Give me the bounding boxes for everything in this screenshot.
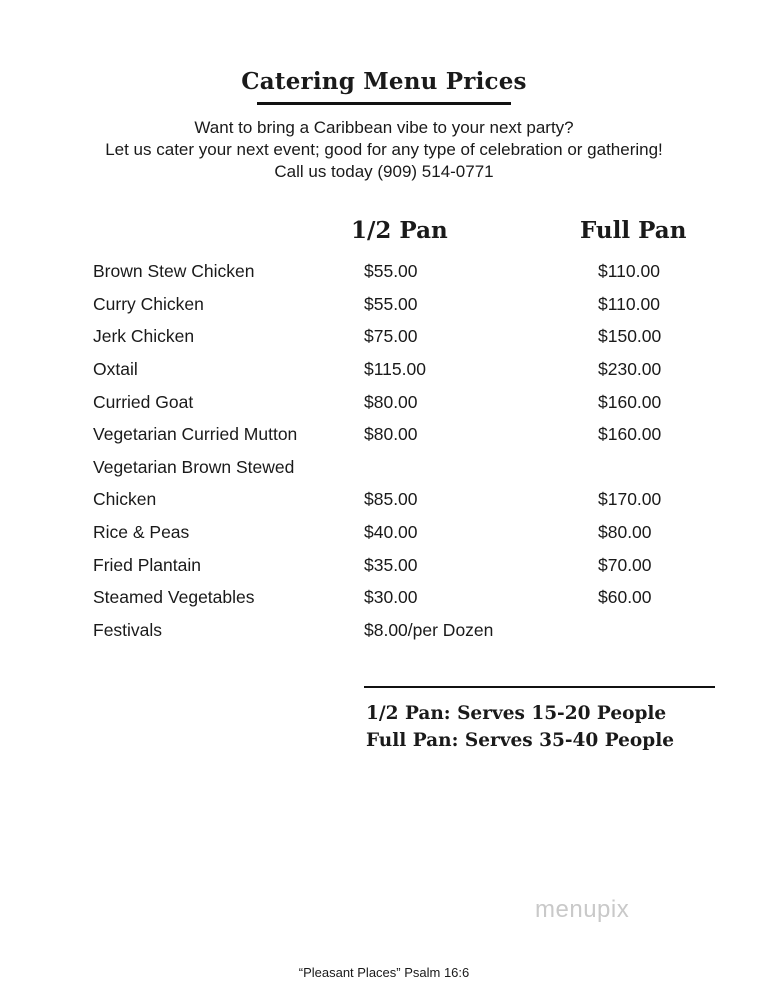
full-pan-price: $160.00 xyxy=(598,392,662,412)
serves-divider xyxy=(364,686,715,688)
menu-row xyxy=(0,261,768,285)
half-pan-price: $85.00 xyxy=(364,489,418,509)
half-pan-header: 1/2 Pan xyxy=(351,217,448,244)
item-name: Festivals xyxy=(93,620,163,640)
page-title: Catering Menu Prices xyxy=(241,68,527,95)
title-underline xyxy=(257,102,511,105)
footer-verse: “Pleasant Places” Psalm 16:6 xyxy=(298,965,470,980)
menu-row xyxy=(0,294,768,318)
item-name: Vegetarian Curried Mutton xyxy=(93,424,298,444)
menu-row xyxy=(0,587,768,611)
full-pan-price: $150.00 xyxy=(598,326,662,346)
full-pan-price: $80.00 xyxy=(598,522,652,542)
menu-row xyxy=(0,489,768,513)
item-name: Fried Plantain xyxy=(93,555,201,575)
menu-row xyxy=(0,359,768,383)
full-pan-price: $110.00 xyxy=(598,261,660,281)
full-pan-price: $230.00 xyxy=(598,359,662,379)
menu-row xyxy=(0,620,768,644)
full-pan-header: Full Pan xyxy=(580,217,687,244)
half-pan-price: $40.00 xyxy=(364,522,418,542)
half-pan-price: $80.00 xyxy=(364,392,418,412)
half-pan-price: $55.00 xyxy=(364,261,418,281)
full-pan-price: $170.00 xyxy=(598,489,662,509)
item-name: Oxtail xyxy=(93,359,138,379)
half-pan-price: $55.00 xyxy=(364,294,418,314)
intro-line: Want to bring a Caribbean vibe to your next party? xyxy=(194,118,574,137)
full-pan-price: $110.00 xyxy=(598,294,660,314)
item-name: Jerk Chicken xyxy=(93,326,195,346)
menu-row xyxy=(0,522,768,546)
half-pan-price: $30.00 xyxy=(364,587,418,607)
item-name: Vegetarian Brown Stewed xyxy=(93,457,295,477)
full-pan-price: $70.00 xyxy=(598,555,652,575)
intro-line: Let us cater your next event; good for any type of celebration or gathering! xyxy=(105,140,663,159)
full-pan-serves: Full Pan: Serves 35-40 People xyxy=(366,730,674,751)
item-name: Curry Chicken xyxy=(93,294,204,314)
full-pan-price: $160.00 xyxy=(598,424,662,444)
half-pan-price: $35.00 xyxy=(364,555,418,575)
item-name: Brown Stew Chicken xyxy=(93,261,255,281)
phone-line: Call us today (909) 514-0771 xyxy=(274,162,494,181)
item-name: Steamed Vegetables xyxy=(93,587,255,607)
item-name: Curried Goat xyxy=(93,392,194,412)
item-name: Chicken xyxy=(93,489,157,509)
half-pan-serves: 1/2 Pan: Serves 15-20 People xyxy=(366,703,667,724)
full-pan-price: $60.00 xyxy=(598,587,652,607)
menu-row xyxy=(0,326,768,350)
half-pan-price: $115.00 xyxy=(364,359,426,379)
menu-row xyxy=(0,424,768,448)
menu-row xyxy=(0,457,768,481)
half-pan-price: $80.00 xyxy=(364,424,418,444)
item-name: Rice & Peas xyxy=(93,522,190,542)
watermark-logo: menupix xyxy=(535,896,630,923)
half-pan-price: $75.00 xyxy=(364,326,418,346)
menu-row xyxy=(0,392,768,416)
menu-row xyxy=(0,555,768,579)
half-pan-price: $8.00/per Dozen xyxy=(364,620,494,640)
